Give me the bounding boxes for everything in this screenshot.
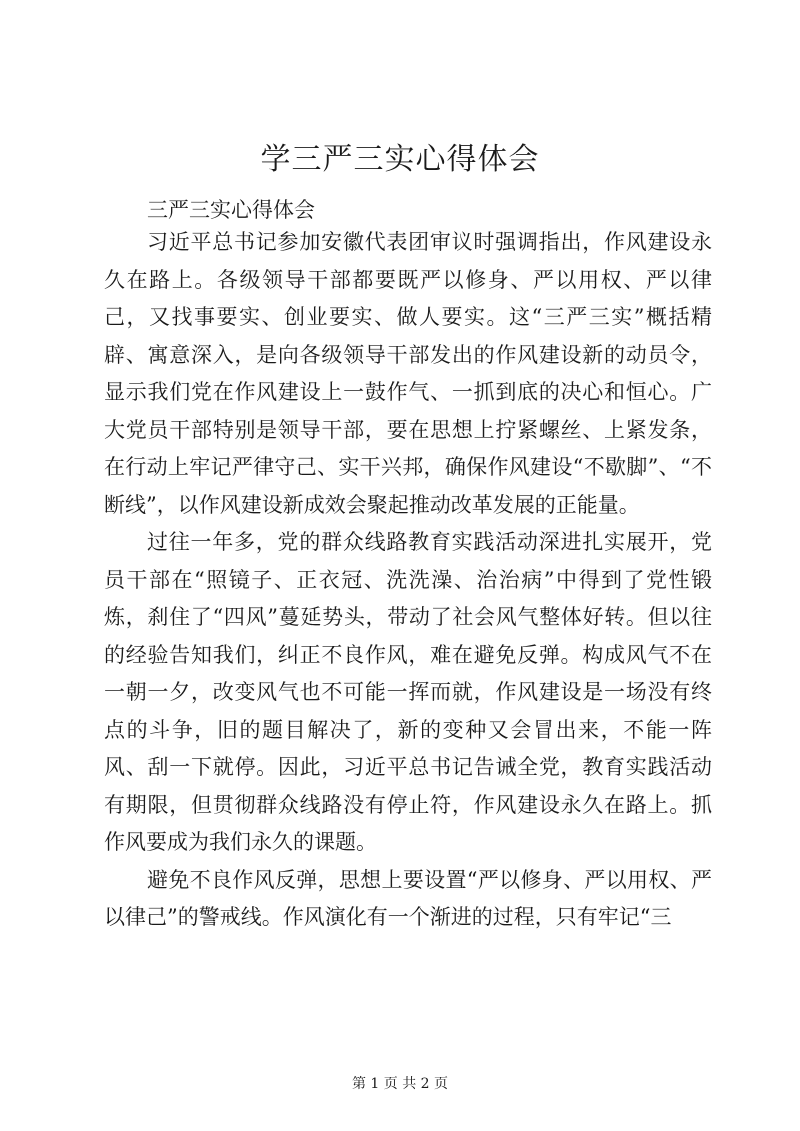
paragraph: 习近平总书记参加安徽代表团审议时强调指出，作风建设永久在路上。各级领导干部都要既严以修身、严以用权、严以律己，又找事要实、创业要实、做人要实。这“三严三实”概括精辟、寓意深入，是向各级领导干部发出的作风建设新的动员令，显示我们党在作风建设上一鼓作气、一抓到底的决心和恒心。广大党员干部特别是领导干部，要在思想上拧紧螺丝、上紧发条，在行动上牢记严律守己、实干兴邦，确保作风建设“不歇脚”、“不断线”，以作风建设新成效会聚起推动改革发展的正能量。: [104, 230, 712, 517]
paragraph: 避免不良作风反弹，思想上要设置“严以修身、严以用权、严以律己”的警戒线。作风演化有一个渐进的过程，只有牢记“三: [104, 867, 712, 929]
document-subtitle: 三严三实心得体会: [147, 198, 315, 222]
document-body: [104, 224, 712, 937]
page-footer: [0, 1074, 800, 1094]
document-title: 学三严三实心得体会: [260, 142, 540, 177]
paragraph: 过往一年多，党的群众线路教育实践活动深进扎实展开，党员干部在“照镜子、正衣冠、洗洗澡、治治病”中得到了党性锻炼，刹住了“四风”蔓延势头，带动了社会风气整体好转。但以往的经验告知我们，纠正不良作风，难在避免反弹。构成风气不在一朝一夕，改变风气也不可能一挥而就，作风建设是一场没有终点的斗争，旧的题目解决了，新的变种又会冒出来，不能一阵风、刮一下就停。因此，习近平总书记告诫全党，教育实践活动有期限，但贯彻群众线路没有停止符，作风建设永久在路上。抓作风要成为我们永久的课题。: [104, 530, 712, 854]
page-number-label: 第 1 页 共 2 页: [351, 1076, 449, 1092]
